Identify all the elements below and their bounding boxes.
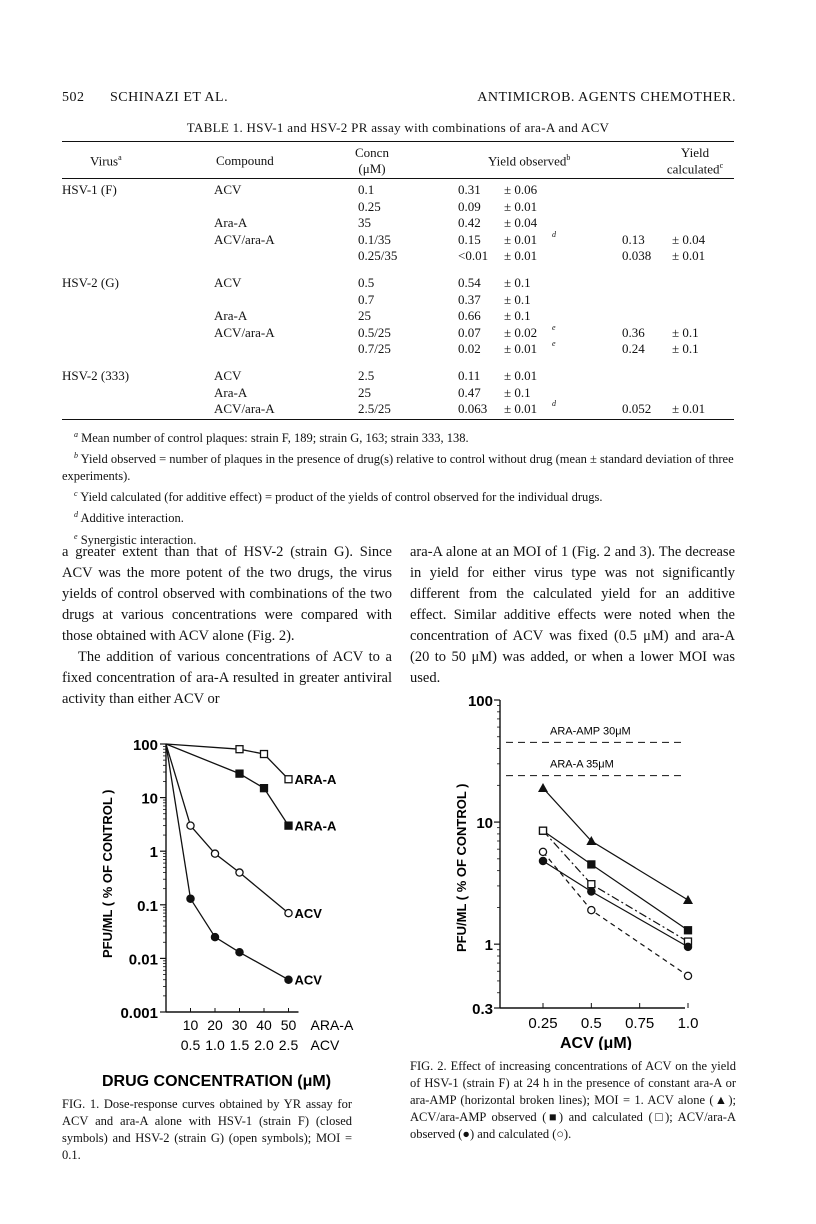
figure-2-chart <box>440 690 730 1050</box>
fig1-y-tick-label: 1 <box>149 844 158 862</box>
fig2-data-point <box>539 857 546 864</box>
footnote-c: $^c$ Yield calculated (for additive effect) = product of the yields of control observed for the individual drugs. <box>74 489 603 505</box>
fig1-x-tick-label-acv: 2.5 <box>278 1037 299 1053</box>
fig2-y-tick-label: 0.3 <box>472 1001 493 1018</box>
cell-yield-sd: ± 0.01 <box>504 401 538 416</box>
cell-yield-observed: 0.07 <box>458 325 481 340</box>
fig1-data-point <box>285 910 292 917</box>
fig1-data-point <box>261 785 268 792</box>
cell-yield-calculated: 0.24 <box>622 341 645 356</box>
fig2-x-tick-label: 1.0 <box>677 1015 699 1032</box>
fig2-series-line <box>543 788 688 900</box>
cell-concn: 0.25/35 <box>358 248 398 263</box>
fig1-data-point <box>236 949 243 956</box>
right-column-text <box>410 542 735 689</box>
cell-concn: 0.5/25 <box>358 325 391 340</box>
cell-yield-sd: ± 0.04 <box>504 215 538 230</box>
cell-compound: ACV <box>214 182 242 197</box>
fig2-data-point <box>588 907 595 914</box>
footnote-e: $^e$ Synergistic interaction. <box>74 531 197 547</box>
cell-yield-calculated: 0.052 <box>622 401 652 416</box>
running-journal: ANTIMICROB. AGENTS CHEMOTHER. <box>477 90 736 105</box>
fig1-x-tick-label-araa: 30 <box>231 1017 248 1033</box>
fig2-y-axis-label: PFU/ML ( % OF CONTROL ) <box>454 783 469 952</box>
fig1-x-tick-label-araa: 50 <box>280 1017 297 1033</box>
cell-yield-sd: ± 0.01 <box>504 341 538 356</box>
cell-footnote-wrap <box>552 399 556 415</box>
table-title: TABLE 1. HSV-1 and HSV-2 PR assay with combinations of ara-A and ACV <box>186 120 610 135</box>
col-virus: Virus$^a$ <box>90 153 122 169</box>
cell-compound: Ara-A <box>214 308 248 323</box>
left-column-text <box>62 542 392 710</box>
fig2-reference-label: ARA-AMP 30μM <box>550 725 631 738</box>
fig2-data-point <box>684 972 691 979</box>
cell-compound: ACV/ara-A <box>214 325 275 340</box>
col-compound: Compound <box>216 153 274 168</box>
fig1-x-tick-label-araa: 10 <box>182 1017 199 1033</box>
cell-compound: ACV <box>214 368 242 383</box>
fig2-series-line <box>543 852 688 976</box>
cell-compound: ACV <box>214 275 242 290</box>
fig2-x-tick-label: 0.5 <box>580 1015 602 1032</box>
cell-yield-sd: ± 0.01 <box>504 232 538 247</box>
cell-yield-sd: ± 0.01 <box>504 248 538 263</box>
fig1-x-tick-label-acv: 1.5 <box>229 1037 250 1053</box>
fig1-series-label: ACV <box>294 906 322 922</box>
fig1-series-label: ARA-A <box>294 818 337 834</box>
cell-footnote-wrap <box>552 323 556 339</box>
fig1-data-point <box>187 822 194 829</box>
cell-footnote-mark: e <box>552 339 556 348</box>
table-head-rule <box>62 178 734 179</box>
cell-concn: 25 <box>358 385 371 400</box>
cell-yield-calculated: 0.36 <box>622 325 645 340</box>
fig2-series-line <box>543 861 688 947</box>
fig1-x-axis-label: DRUG CONCENTRATION (μM) <box>102 1073 332 1090</box>
col-concn: Concn (μM) <box>355 145 389 176</box>
cell-yield-observed: 0.66 <box>458 308 481 323</box>
fig1-data-point <box>211 933 218 940</box>
fig2-data-point <box>588 881 595 888</box>
fig2-data-point <box>683 895 693 904</box>
fig1-series-line <box>166 744 289 980</box>
cell-concn: 0.1/35 <box>358 232 391 247</box>
cell-concn: 0.5 <box>358 275 375 290</box>
cell-yield-observed: 0.42 <box>458 215 481 230</box>
fig1-series-line <box>166 744 289 779</box>
right-paragraph-1: ara-A alone at an MOI of 1 (Fig. 2 and 3). The decrease in yield for either virus type was not significantly different from the calculated yield for an additive effect. Similar additive effects were noted when the concentration of ACV was fixed (0.5 μM) and ara-A (20 to 50 μM) was added, or when a lower MOI was used. <box>410 544 735 686</box>
cell-yield-calculated-sd: ± 0.1 <box>672 325 699 340</box>
page-number: 502 <box>62 90 85 105</box>
cell-yield-sd: ± 0.01 <box>504 199 538 214</box>
fig2-data-point <box>539 848 546 855</box>
cell-yield-observed: 0.37 <box>458 292 481 307</box>
cell-yield-observed: 0.09 <box>458 199 481 214</box>
fig1-data-point <box>285 776 292 783</box>
cell-concn: 2.5/25 <box>358 401 391 416</box>
cell-yield-sd: ± 0.1 <box>504 308 531 323</box>
fig2-data-point <box>588 861 595 868</box>
fig1-data-point <box>236 770 243 777</box>
figure-2-caption: FIG. 2. Effect of increasing concentrations of ACV on the yield of HSV-1 (strain F) at 24 h in the presence of constant ara-A or ara-AMP (horizontal broken lines); MOI = 1. ACV alone (▲); ACV/ara-AMP observed (■) and calculated (□); ACV/ara-A observed (●) and calculated (○). <box>410 1059 736 1141</box>
cell-virus: HSV-2 (G) <box>62 275 119 290</box>
cell-footnote-wrap <box>552 339 556 355</box>
cell-compound: Ara-A <box>214 215 248 230</box>
fig1-data-point <box>236 746 243 753</box>
fig1-x-row-label-araa: ARA-A <box>310 1017 354 1033</box>
cell-footnote-mark: d <box>552 399 556 408</box>
fig2-data-point <box>685 927 692 934</box>
cell-compound: ACV/ara-A <box>214 401 275 416</box>
fig2-series-line <box>543 831 688 931</box>
fig1-x-tick-label-araa: 20 <box>207 1017 223 1033</box>
fig2-x-tick-label: 0.25 <box>528 1015 558 1032</box>
col-yield-observed: Yield observed$^b$ <box>488 153 571 169</box>
fig1-y-tick-label: 100 <box>132 737 158 754</box>
cell-footnote-mark: d <box>552 230 556 239</box>
cell-footnote-mark: e <box>552 323 556 332</box>
fig1-series-line <box>166 744 289 826</box>
cell-yield-observed: 0.02 <box>458 341 481 356</box>
cell-yield-observed: 0.063 <box>458 401 488 416</box>
fig2-y-tick-label: 1 <box>484 937 493 955</box>
fig1-x-tick-label-acv: 1.0 <box>205 1037 225 1053</box>
fig1-y-axis-label: PFU/ML ( % OF CONTROL ) <box>100 789 115 958</box>
fig1-x-tick-label-araa: 40 <box>256 1017 272 1033</box>
cell-yield-sd: ± 0.1 <box>504 292 531 307</box>
fig1-data-point <box>285 976 292 983</box>
fig1-y-tick-label: 0.001 <box>120 1005 158 1022</box>
cell-yield-observed: 0.54 <box>458 275 481 290</box>
left-paragraph-1: a greater extent than that of HSV-2 (strain G). Since ACV was the more potent of the two drugs, the virus yields of control observed with combinations of the two drugs at various concentrations were compared with those obtained with ACV alone (Fig. 2). <box>62 544 392 644</box>
cell-concn: 35 <box>358 215 371 230</box>
cell-yield-calculated: 0.038 <box>622 248 652 263</box>
table-top-rule <box>62 141 734 142</box>
cell-yield-sd: ± 0.1 <box>504 275 531 290</box>
cell-yield-observed: <0.01 <box>458 248 489 263</box>
fig2-x-axis-label: ACV (μM) <box>560 1035 632 1050</box>
cell-virus: HSV-1 (F) <box>62 182 117 197</box>
cell-concn: 0.7 <box>358 292 375 307</box>
figure-1-caption: FIG. 1. Dose-response curves obtained by YR assay for ACV and ara-A alone with HSV-1 (strain F) (closed symbols) and HSV-2 (strain G) (open symbols); MOI = 0.1. <box>62 1097 352 1162</box>
fig2-x-tick-label: 0.75 <box>625 1015 655 1032</box>
fig2-data-point <box>538 783 548 792</box>
footnote-b: $^b$ Yield observed = number of plaques in the presence of drug(s) relative to control without drug (mean ± standard deviation of three experiments). <box>62 451 734 484</box>
fig1-y-tick-label: 10 <box>141 790 158 808</box>
cell-yield-sd: ± 0.01 <box>504 368 538 383</box>
cell-yield-calculated-sd: ± 0.04 <box>672 232 706 247</box>
fig1-series-label: ARA-A <box>294 772 337 788</box>
cell-footnote-wrap <box>552 230 556 246</box>
fig1-data-point <box>261 751 268 758</box>
fig2-y-tick-label: 100 <box>467 693 493 710</box>
table-bottom-rule <box>62 419 734 420</box>
cell-yield-observed: 0.31 <box>458 182 481 197</box>
figure-1-chart <box>62 730 362 1090</box>
cell-concn: 25 <box>358 308 371 323</box>
cell-concn: 2.5 <box>358 368 375 383</box>
table-footnotes <box>62 426 734 549</box>
col-yield-calculated: Yield calculated$^c$ <box>666 145 724 177</box>
cell-yield-calculated-sd: ± 0.01 <box>672 401 706 416</box>
fig2-data-point <box>588 888 595 895</box>
footnote-d: $^d$ Additive interaction. <box>74 510 184 526</box>
cell-yield-sd: ± 0.02 <box>504 325 538 340</box>
cell-concn: 0.25 <box>358 199 381 214</box>
fig1-y-tick-label: 0.1 <box>137 897 158 915</box>
cell-compound: ACV/ara-A <box>214 232 275 247</box>
fig1-series-label: ACV <box>294 972 322 988</box>
cell-yield-calculated-sd: ± 0.01 <box>672 248 706 263</box>
running-authors: SCHINAZI ET AL. <box>110 90 229 105</box>
cell-yield-observed: 0.15 <box>458 232 481 247</box>
left-paragraph-2: The addition of various concentrations of ACV to a fixed concentration of ara-A resulted in greater antiviral activity than either ACV or <box>62 649 392 707</box>
fig1-y-tick-label: 0.01 <box>128 951 158 969</box>
fig1-x-tick-label-acv: 2.0 <box>254 1037 274 1053</box>
cell-concn: 0.1 <box>358 182 375 197</box>
cell-yield-calculated: 0.13 <box>622 232 645 247</box>
cell-yield-calculated-sd: ± 0.1 <box>672 341 699 356</box>
fig1-data-point <box>236 869 243 876</box>
fig2-data-point <box>684 943 691 950</box>
fig1-x-tick-label-acv: 0.5 <box>180 1037 201 1053</box>
fig2-reference-label: ARA-A 35μM <box>550 758 614 771</box>
fig1-data-point <box>285 822 292 829</box>
fig2-data-point <box>540 827 547 834</box>
fig2-y-tick-label: 10 <box>476 815 493 833</box>
fig1-x-row-label-acv: ACV <box>310 1037 340 1053</box>
cell-yield-observed: 0.11 <box>458 368 481 383</box>
cell-yield-sd: ± 0.06 <box>504 182 538 197</box>
fig1-data-point <box>187 895 194 902</box>
cell-yield-observed: 0.47 <box>458 385 481 400</box>
cell-concn: 0.7/25 <box>358 341 391 356</box>
cell-compound: Ara-A <box>214 385 248 400</box>
cell-yield-sd: ± 0.1 <box>504 385 531 400</box>
footnote-a: $^a$ Mean number of control plaques: strain F, 189; strain G, 163; strain 333, 138. <box>74 430 469 446</box>
cell-virus: HSV-2 (333) <box>62 368 130 383</box>
fig1-data-point <box>211 850 218 857</box>
